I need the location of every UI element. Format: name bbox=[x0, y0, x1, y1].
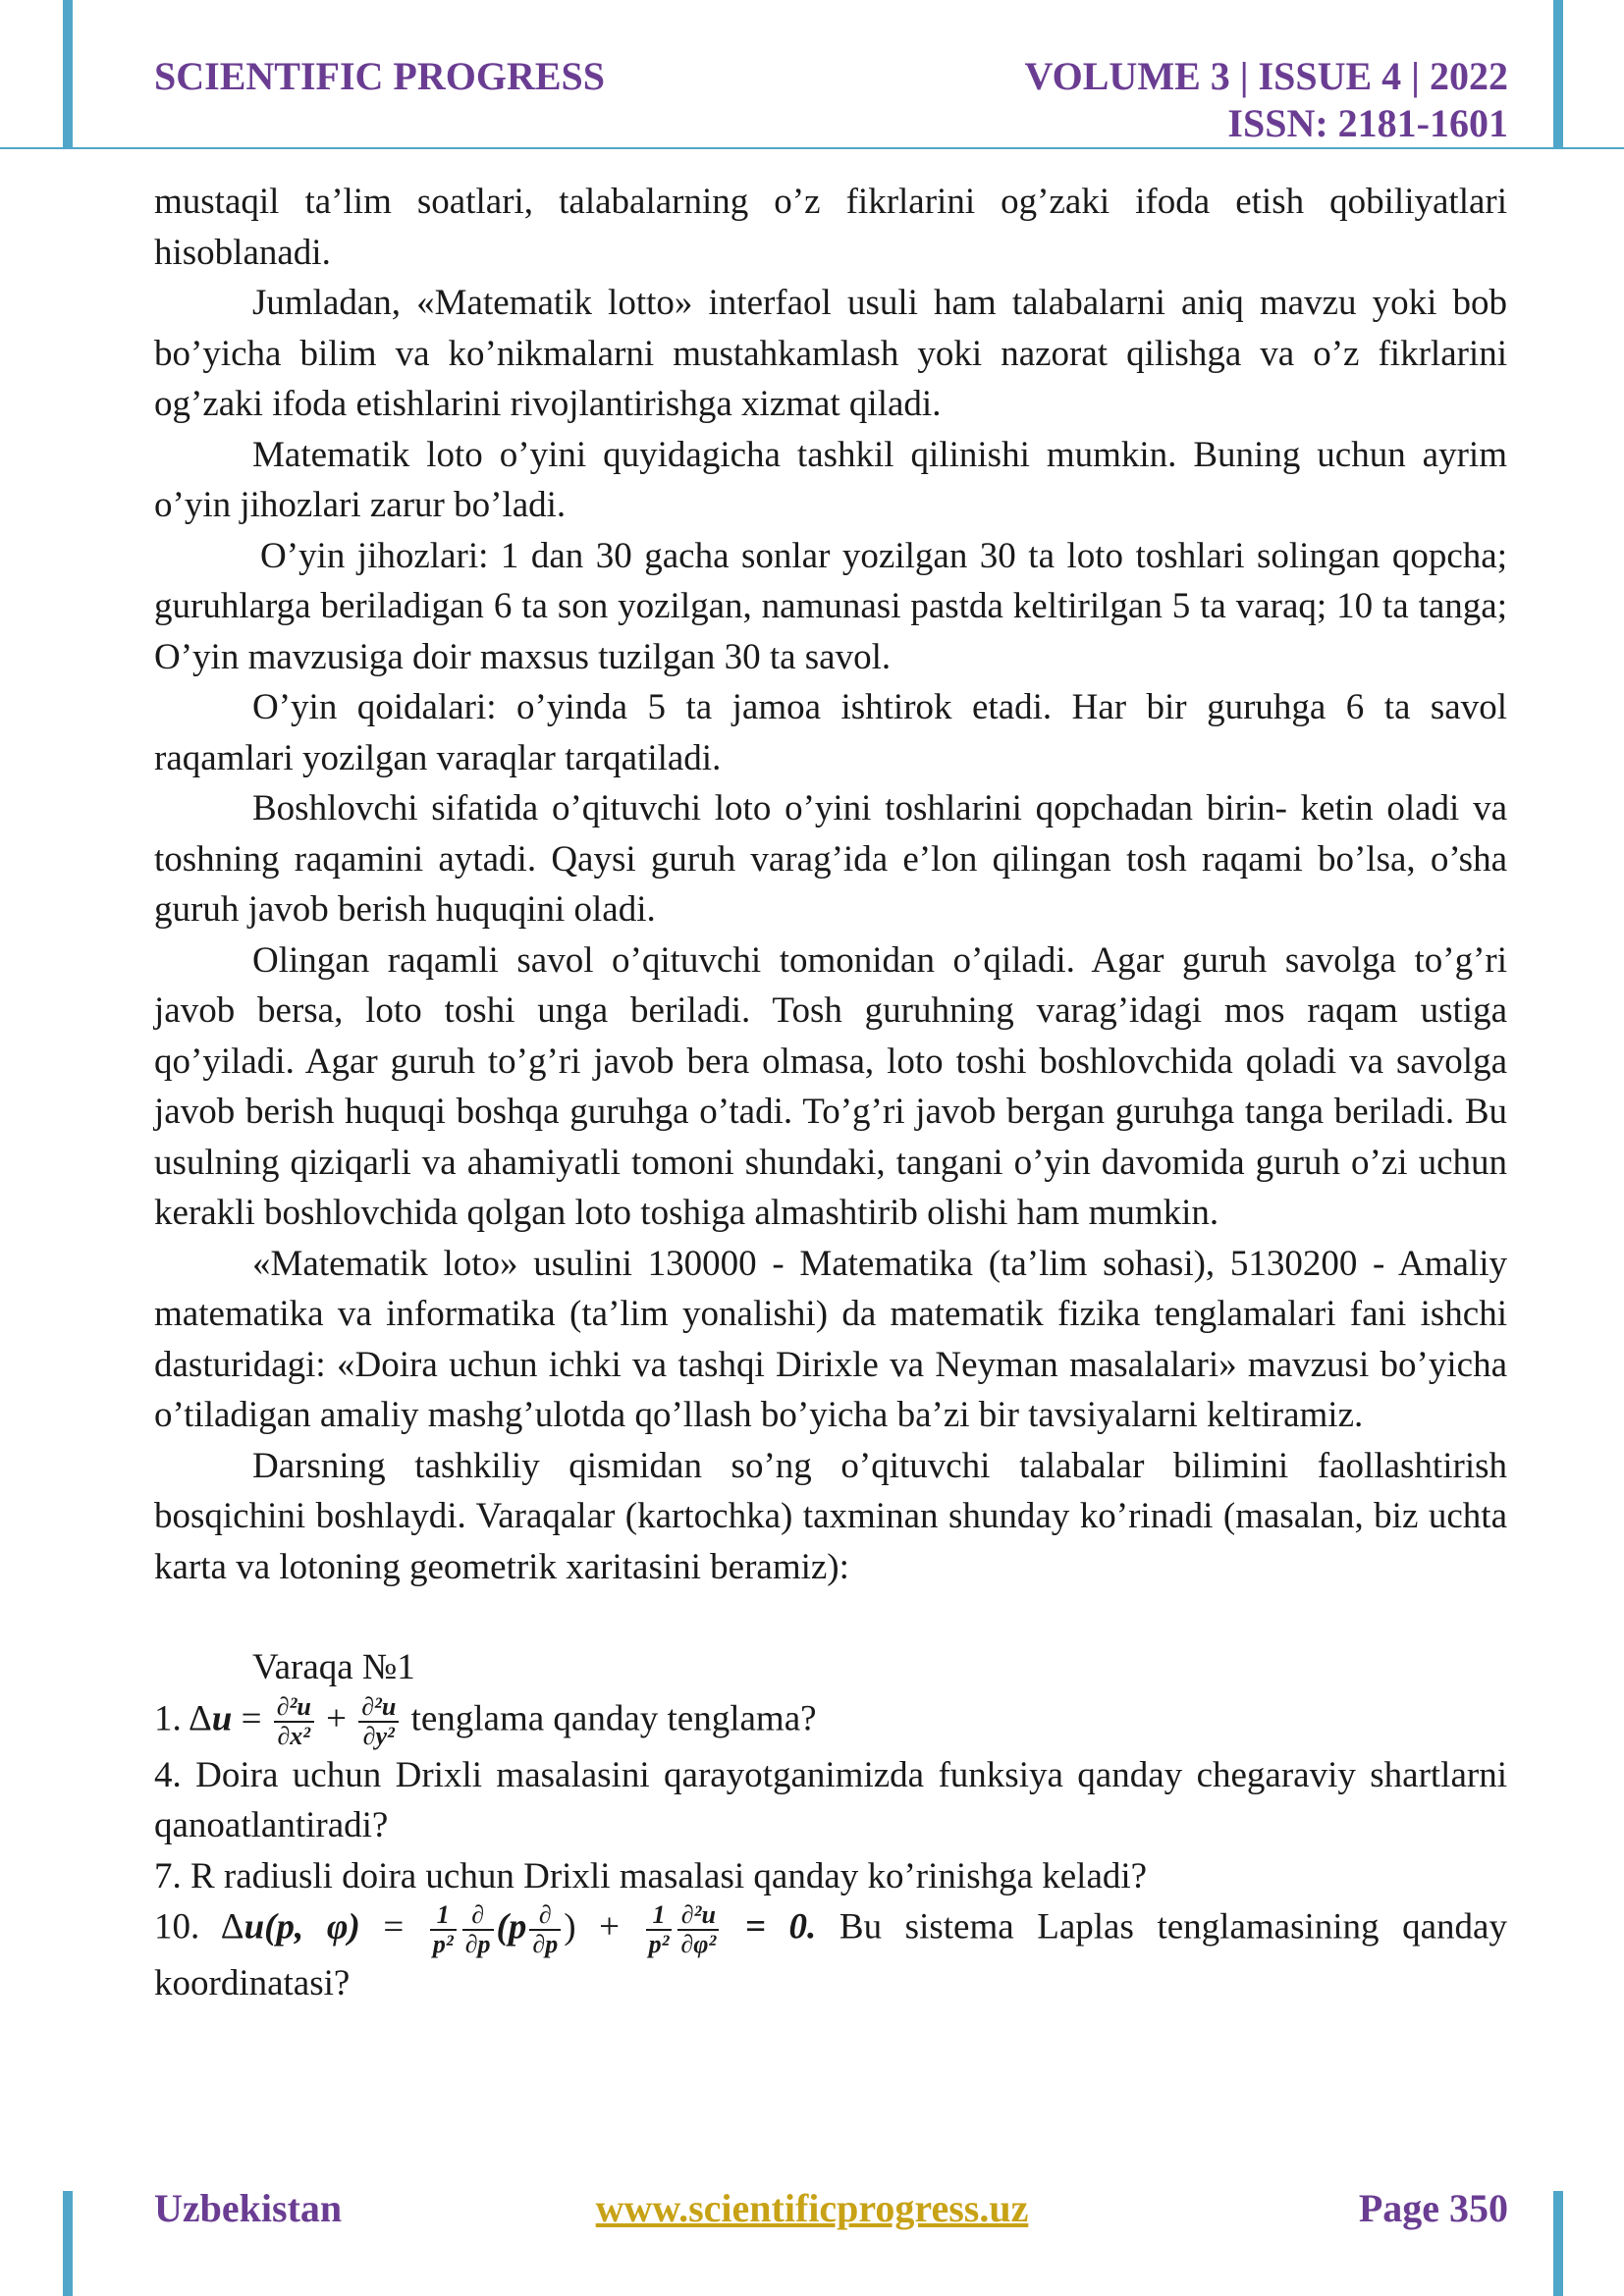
q1-fraction-x: $\frac{\text{∂²u}}{\text{∂x²}}$ bbox=[274, 1693, 314, 1750]
q10-fraction: $\frac{1}{\text{p²}}$ bbox=[646, 1901, 673, 1958]
q1-number: 1. Δ bbox=[154, 1697, 212, 1738]
paragraph: «Matematik loto» usulini 130000 - Matematika (ta’lim sohasi), 5130200 - Amaliy matematika va informatika (ta’lim yonalishi) da matematik fizika tenglamalari fani ishchi dasturidagi: «Doira uchun ichki va tashqi Dirixle va Neyman masalalari» mavzusi bo’yicha o’tiladigan amaliy mashg’ulotda qo’llash bo’yicha ba’zi bir tavsiyalarni keltiramiz. bbox=[154, 1243, 1507, 1435]
question-1 bbox=[154, 1693, 1507, 1750]
question-4: 4. Doira uchun Drixli masalasini qarayotganimizda funksiya qanday chegaraviy shartlarni qanoatlantiradi? bbox=[154, 1754, 1507, 1845]
header-rule bbox=[0, 147, 1624, 149]
paragraph: Boshlovchi sifatida o’qituvchi loto o’yini toshlarini qopchadan birin- ketin oladi va toshning raqamini aytadi. Qaysi guruh varag’ida e’lon qilingan tosh raqami bo’lsa, o’sha guruh javob berish huquqini oladi. bbox=[154, 788, 1507, 930]
q10-fraction: $\frac{\text{∂²u}}{\text{∂φ²}}$ bbox=[677, 1901, 719, 1958]
footer-website-link[interactable]: www.scientificprogress.uz bbox=[595, 2186, 1029, 2230]
volume-issue: VOLUME 3 | ISSUE 4 | 2022 bbox=[1024, 54, 1508, 98]
question-10 bbox=[154, 1901, 1507, 2009]
q1-fraction-y: $\frac{\text{∂²u}}{\text{∂y²}}$ bbox=[358, 1693, 399, 1750]
q10-fraction: $\frac{\partial}{\partial p}$ bbox=[462, 1901, 494, 1958]
decor-bar-top-left bbox=[63, 0, 73, 149]
q10-paren-open: (p bbox=[496, 1906, 527, 1948]
q1-plus: + bbox=[316, 1697, 356, 1738]
card-title: Varaqa №1 bbox=[252, 1647, 415, 1687]
spacer bbox=[154, 1592, 1507, 1642]
paragraph: Jumladan, «Matematik lotto» interfaol usuli ham talabalarni aniq mavzu yoki bob bo’yicha bilim va ko’nikmalarni mustahkamlash yoki nazorat qilishga va o’z fikrlarini og’zaki ifoda etishlarini rivojlantirishga xizmat qiladi. bbox=[154, 283, 1507, 424]
article-body bbox=[154, 177, 1507, 2009]
q10-number: 10. Δ bbox=[154, 1906, 244, 1948]
q10-eq: = bbox=[359, 1906, 427, 1948]
footer-country: Uzbekistan bbox=[154, 2186, 343, 2230]
q10-fraction: $\frac{\partial}{\partial p}$ bbox=[529, 1901, 561, 1958]
decor-bar-top-right bbox=[1553, 0, 1563, 149]
question-7: 7. R radiusli doira uchun Drixli masalasi qanday ko’rinishga keladi? bbox=[154, 1855, 1148, 1896]
journal-title: SCIENTIFIC PROGRESS bbox=[154, 54, 606, 98]
q10-rhs: = 0. bbox=[722, 1906, 817, 1948]
paragraph: Matematik loto o’yini quyidagicha tashkil qilinishi mumkin. Buning uchun ayrim o’yin jihozlari zarur bo’ladi. bbox=[154, 434, 1507, 525]
paragraph: Darsning tashkiliy qismidan so’ng o’qituvchi talabalar bilimini faollashtirish bosqichini boshlaydi. Varaqalar (kartochka) taxminan shunday ko’rinadi (masalan, biz uchta karta va lotoning geometrik xaritasini beramiz): bbox=[154, 1445, 1507, 1587]
paragraph: Olingan raqamli savol o’qituvchi tomonidan o’qiladi. Agar guruh savolga to’g’ri javob bersa, loto toshi unga beriladi. Tosh guruhning varag’idagi mos raqam ustiga qo’yiladi. Agar guruh to’g’ri javob bera olmasa, loto toshi boshlovchida qoladi va savolga javob berish huquqi boshqa guruhga o’tadi. To’g’ri javob bergan guruhga tanga beriladi. Bu usulning qiziqarli va ahamiyatli tomoni shundaki, tangani o’yin davomida guruh o’zi uchun kerakli boshlovchida qolgan loto toshiga almashtirib olishi ham mumkin. bbox=[154, 939, 1507, 1233]
paragraph: mustaqil ta’lim soatlari, talabalarning o’z fikrlarini og’zaki ifoda etish qobiliyatlari hisoblanadi. bbox=[154, 182, 1507, 273]
q1-text: tenglama qanday tenglama? bbox=[402, 1697, 817, 1738]
issue-info bbox=[1025, 53, 1508, 147]
q10-fraction: $\frac{1}{\text{p²}}$ bbox=[430, 1901, 457, 1958]
paragraph: O’yin jihozlari: 1 dan 30 gacha sonlar yozilgan 30 ta loto toshlari solingan qopcha; guruhlarga beriladigan 6 ta son yozilgan, namunasi pastda keltirilgan 5 ta varaq; 10 ta tanga; O’yin mavzusiga doir maxsus tuzilgan 30 ta savol. bbox=[154, 535, 1507, 677]
q1-var: u bbox=[211, 1697, 233, 1738]
q10-paren-close: ) bbox=[564, 1906, 576, 1948]
q10-plus: + bbox=[575, 1906, 643, 1948]
q1-eq: = bbox=[232, 1697, 271, 1738]
paragraph: O’yin qoidalari: o’yinda 5 ta jamoa ishtirok etadi. Har bir guruhga 6 ta savol raqamlari yozilgan varaqlar tarqatiladi. bbox=[154, 687, 1507, 778]
issn: ISSN: 2181-1601 bbox=[1227, 101, 1508, 145]
q10-text: Bu sistema Laplas tenglamasining qanday koordinatasi? bbox=[154, 1906, 1507, 2003]
footer-page-number: Page 350 bbox=[1358, 2186, 1508, 2230]
q10-lhs: u(p, φ) bbox=[244, 1906, 360, 1948]
